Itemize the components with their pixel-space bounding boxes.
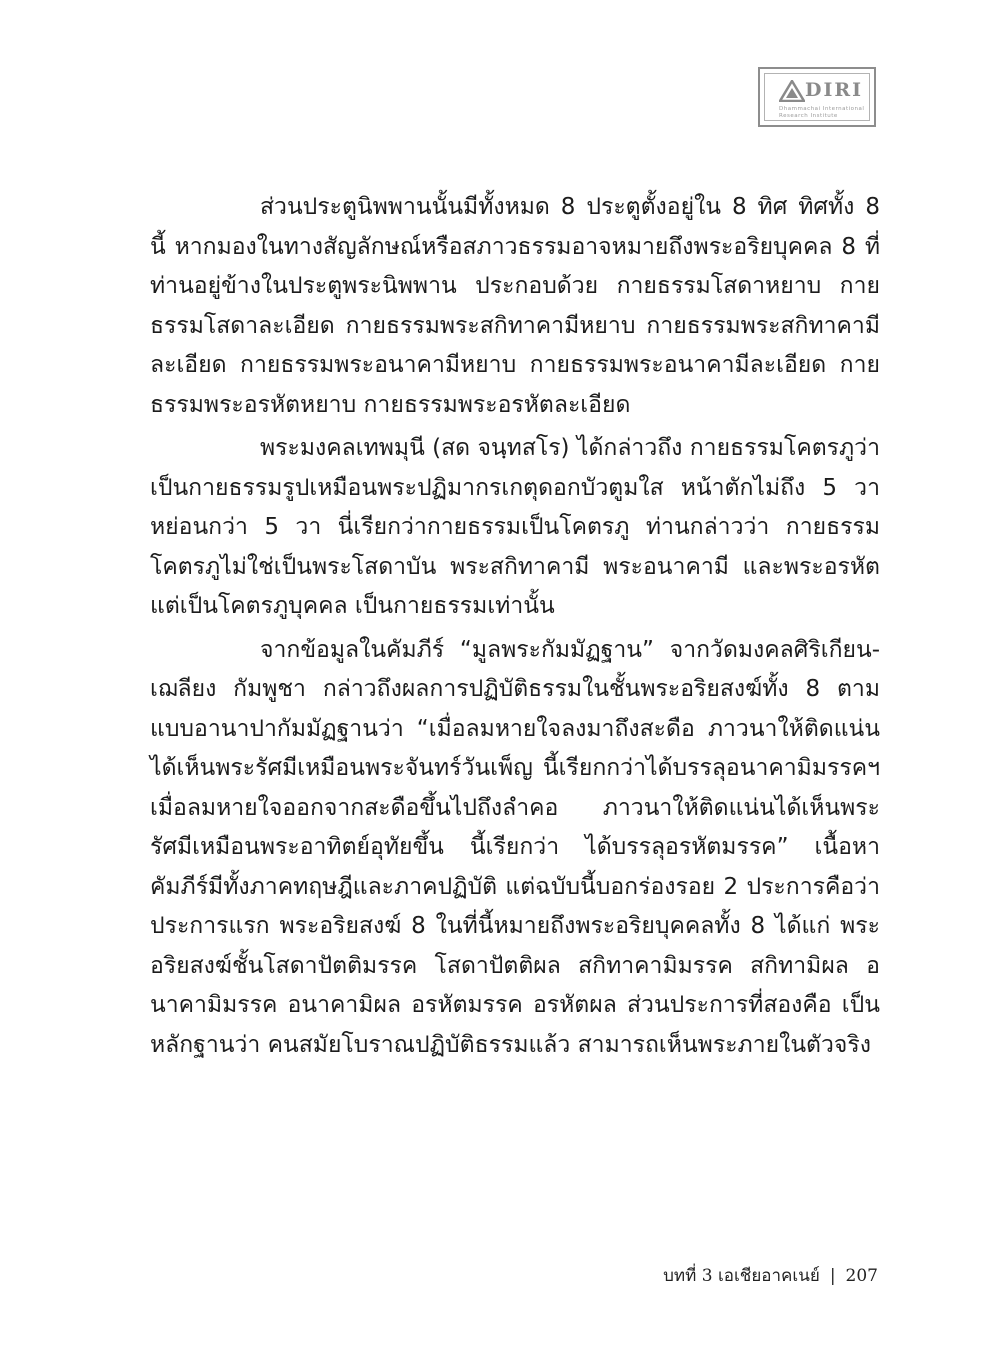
logo-subtitle-line-1: Dhammachai International — [779, 106, 865, 112]
page-body — [150, 188, 880, 1065]
logo-frame — [764, 73, 870, 121]
logo-subtitle-line-2: Research Institute — [779, 113, 838, 119]
page-number: 207 — [845, 1266, 878, 1286]
paragraph-scripture: จากข้อมูลในคัมภีร์ “มูลพระกัมมัฏฐาน” จากวัดมงคลศิริเกียน-เฌลียง กัมพูชา กล่าวถึงผลการปฏิบัติธรรมในชั้นพระอริยสงฆ์ทั้ง 8 ตามแบบอานาปากัมมัฏฐานว่า “เมื่อลมหายใจลงมาถึงสะดือ ภาวนาให้ติดแน่นได้เห็นพระรัศมีเหมือนพระจันทร์วันเพ็ญ นี้เรียกกว่าได้บรรลุอนาคามิมรรคฯ เมื่อลมหายใจออกจากสะดือขึ้นไปถึงลำคอ ภาวนาให้ติดแน่นได้เห็นพระรัศมีเหมือนพระอาทิตย์อุทัยขึ้น นี้เรียกว่า ได้บรรลุอรหัตมรรค” เนื้อหาคัมภีร์มีทั้งภาคทฤษฎีและภาคปฏิบัติ แต่ฉบับนี้บอกร่องรอย 2 ประการคือว่า ประการแรก พระอริยสงฆ์ 8 ในที่นี้หมายถึงพระอริยบุคคลทั้ง 8 ได้แก่ พระอริยสงฆ์ชั้นโสดาปัตติมรรค โสดาปัตติผล สกิทาคามิมรรค สกิทามิผล อนาคามิมรรค อนาคามิผล อรหัตมรรค อรหัตผล ส่วนประการที่สองคือ เป็นหลักฐานว่า คนสมัยโบราณปฏิบัติธรรมแล้ว สามารถเห็นพระภายในตัวจริง — [150, 636, 880, 1058]
page-footer — [663, 1262, 878, 1289]
diri-logo — [758, 67, 876, 127]
paragraph-gotrabhu: พระมงคลเทพมุนี (สด จนฺทสโร) ได้กล่าวถึง กายธรรมโคตรภูว่าเป็นกายธรรมรูปเหมือนพระปฏิมากรเกตุดอกบัวตูมใส หน้าตักไม่ถึง 5 วา หย่อนกว่า 5 วา นี่เรียกว่ากายธรรมเป็นโคตรภู ท่านกล่าวว่า กายธรรมโคตรภูไม่ใช่เป็นพระโสดาบัน พระสกิทาคามี พระอนาคามี และพระอรหัต แต่เป็นโคตรภูบุคคล เป็นกายธรรมเท่านั้น — [150, 435, 880, 619]
triangle-logo-icon — [779, 80, 805, 102]
logo-wordmark: DIRI — [805, 79, 864, 101]
logo-subtitle — [779, 106, 869, 120]
chapter-title: บทที่ 3 เอเชียอาคเนย์ — [663, 1266, 820, 1286]
paragraph-nibbana-gates: ส่วนประตูนิพพานนั้นมีทั้งหมด 8 ประตูตั้งอยู่ใน 8 ทิศ ทิศทั้ง 8 นี้ หากมองในทางสัญลักษณ์หรือสภาวธรรมอาจหมายถึงพระอริยบุคคล 8 ที่ท่านอยู่ข้างในประตูพระนิพพาน ประกอบด้วย กายธรรมโสดาหยาบ กายธรรมโสดาละเอียด กายธรรมพระสกิทาคามีหยาบ กายธรรมพระสกิทาคามีละเอียด กายธรรมพระอนาคามีหยาบ กายธรรมพระอนาคามีละเอียด กายธรรมพระอรหัตหยาบ กายธรรมพระอรหัตละเอียด — [150, 194, 880, 418]
footer-separator: | — [829, 1266, 836, 1286]
